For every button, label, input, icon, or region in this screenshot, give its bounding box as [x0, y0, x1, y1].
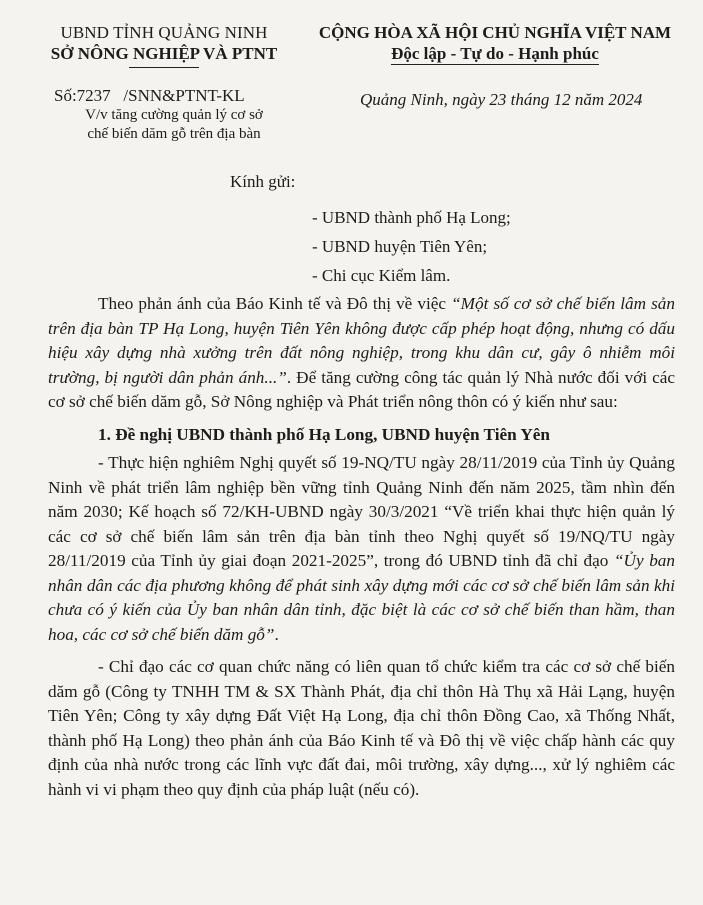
recipient-item: - Chi cục Kiểm lâm.: [312, 266, 451, 285]
intro-quote: “Một số cơ sở chế biến lâm sản trên địa bàn TP Hạ Long, huyện Tiên Yên không được cấp phép hoạt động, nhưng có dấu hiệu xây dựng nhà xưởng trên đất nông nghiệp, trong khu dân cư, gây ô nhiễm môi trường, bị người dân phản ánh...”: [48, 294, 675, 387]
intro-paragraph: [48, 292, 675, 415]
directive-paragraph-1: [48, 451, 675, 647]
national-motto: [300, 22, 690, 65]
subject-line-2: chế biến dăm gỗ trên địa bàn: [87, 126, 261, 142]
kinh-gui-label: Kính gửi:: [230, 172, 296, 191]
directive-quote: “Ủy ban nhân dân các địa phương không để phát sinh xây dựng mới các cơ sở chế biến lâm sản khi chưa có ý kiến của Ủy ban nhân dân tỉnh, đặc biệt là các cơ sở chế biến than hầm, than hoa, các cơ sở chế biến dăm gỗ”: [48, 551, 675, 644]
subject-line-1: V/v tăng cường quản lý cơ sở: [85, 107, 263, 123]
document-subject: [54, 106, 294, 144]
intro-text-end: . Để tăng cường công tác quản lý Nhà nước đối với các cơ sở chế biến dăm gỗ, Sở Nông nghiệp và Phát triển nông thôn có ý kiến như sau:: [48, 367, 675, 411]
nation-motto: Độc lập - Tự do - Hạnh phúc: [391, 44, 599, 63]
intro-text: Theo phản ánh của Báo Kinh tế và Đô thị về việc: [98, 294, 452, 313]
document-date: Quảng Ninh, ngày 23 tháng 12 năm 2024: [360, 90, 643, 109]
nation-name: CỘNG HÒA XÃ HỘI CHỦ NGHĨA VIỆT NAM: [318, 23, 672, 42]
recipient-item: - UBND thành phố Hạ Long;: [312, 208, 511, 227]
recipient-item: - UBND huyện Tiên Yên;: [312, 237, 488, 256]
document-body: [48, 292, 675, 802]
org-department-name: SỞ NÔNG NGHIỆP VÀ PTNT: [50, 44, 278, 63]
directive-text-end: .: [274, 624, 279, 644]
directive-paragraph-2: - Chỉ đạo các cơ quan chức năng có liên quan tổ chức kiểm tra các cơ sở chế biến dăm gỗ (Công ty TNHH TM & SX Thành Phát, địa chỉ thôn Hà Thụ xã Hải Lạng, huyện Tiên Yên; Công ty xây dựng Đất Việt Hạ Long, địa chỉ thôn Đồng Cao, xã Thống Nhất, thành phố Hạ Long) theo phản ánh của Báo Kinh tế và Đô thị về việc chấp hành các quy định của nhà nước trong các lĩnh vực đất đai, môi trường, xây dựng..., xử lý nghiêm các hành vi vi phạm theo quy định của pháp luật (nếu có).: [48, 657, 675, 799]
org-underline: [129, 67, 199, 68]
org-province-name: UBND TỈNH QUẢNG NINH: [60, 23, 268, 42]
issuing-organization: [44, 22, 284, 68]
section-heading-1: 1. Đề nghị UBND thành phố Hạ Long, UBND huyện Tiên Yên: [98, 424, 550, 444]
document-number: Số:7237 /SNN&PTNT-KL: [54, 86, 245, 105]
directive-text: - Thực hiện nghiêm Nghị quyết số 19-NQ/TU ngày 28/11/2019 của Tỉnh ủy Quảng Ninh về phát triển lâm nghiệp bền vững tỉnh Quảng Ninh đến năm 2025, tầm nhìn đến năm 2030; Kế hoạch số 72/KH-UBND ngày 30/3/2021 “Về triển khai thực hiện quản lý các cơ sở chế biến lâm sản trên địa bàn tỉnh theo Nghị quyết số 19/NQ/TU ngày 28/11/2019 của Tỉnh ủy giai đoạn 2021-2025”, trong đó UBND tỉnh đã chỉ đạo: [48, 453, 675, 570]
recipient-list: [312, 203, 511, 290]
